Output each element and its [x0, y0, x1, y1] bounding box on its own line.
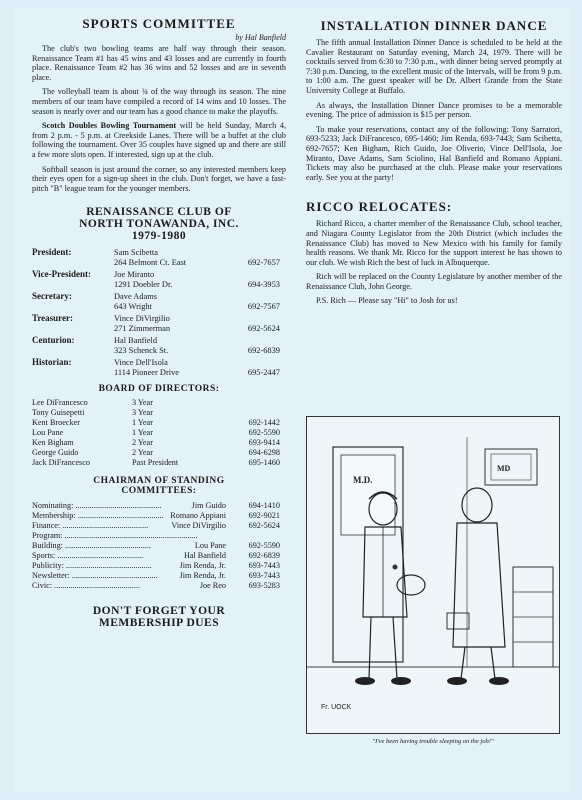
door-sign: M.D.: [353, 475, 373, 485]
committee-row: [32, 561, 286, 571]
board-member-term: 2 Year: [132, 437, 153, 447]
committee-chair: Hal Banfield: [183, 550, 226, 560]
officer-address: 1114 Pioneer Drive: [114, 368, 179, 378]
officer-title: President:: [32, 247, 72, 258]
sports-paragraph-4: Softball season is just around the corner, so any interested members keep their eyes open for a sign-up sheet in the club. Don't forget, we have a fast-pitch "B" league team for the younger members.: [32, 164, 286, 193]
committee-label: Civic: ..........................................: [32, 580, 141, 590]
committee-chair: Joe Reo: [199, 580, 226, 590]
sports-paragraph-2: The volleyball team is about ¾ of the way through its season. The nine members of our team have compiled a record of 14 wins and 10 losses. The season is nearly over and our team has a good chance to make the playoffs.: [32, 87, 286, 116]
officer-row: [32, 336, 286, 358]
officer-row: [32, 270, 286, 292]
club-heading-line3: 1979-1980: [131, 230, 187, 243]
board-member-term: Past President: [132, 457, 179, 467]
committee-phone: 693-7443: [248, 560, 280, 570]
officer-address: 271 Zimmerman: [114, 324, 171, 334]
officer-name: Dave Adams: [114, 292, 158, 302]
board-row: [32, 448, 286, 458]
committee-row: [32, 551, 286, 561]
committee-row: [32, 521, 286, 531]
committee-chair: Romano Appiani: [170, 510, 226, 520]
board-row: [32, 398, 286, 408]
dinner-paragraph-2: As always, the Installation Dinner Dance promises to be a memorable evening. The price of admission is $15 per person.: [306, 100, 562, 120]
committee-row: [32, 541, 286, 551]
board-member-phone: 695-1460: [248, 457, 280, 467]
right-column: [306, 8, 562, 745]
committee-phone: 693-5283: [248, 580, 280, 590]
committee-chair: Lou Pane: [194, 540, 226, 550]
committees-list: [32, 501, 286, 591]
board-row: [32, 408, 286, 418]
officer-name: Sam Scibetta: [114, 248, 158, 258]
officer-title: Centurion:: [32, 335, 75, 346]
board-member-phone: 692-5590: [248, 427, 280, 437]
officer-title: Vice-President:: [32, 269, 91, 280]
committee-row: [32, 581, 286, 591]
board-member-phone: 694-6298: [248, 447, 280, 457]
board-member-name: Jack DiFrancesco: [32, 457, 90, 467]
committee-phone: 692-5590: [248, 540, 280, 550]
officer-phone: 695-2447: [247, 368, 280, 378]
officer-name: Joe Miranto: [114, 270, 155, 280]
doctor-figure: [447, 488, 509, 685]
committee-phone: 693-7443: [248, 570, 280, 580]
officer-title: Treasurer:: [32, 313, 73, 324]
club-heading-line1: RENAISSANCE CLUB OF: [86, 206, 232, 219]
dues-line2: MEMBERSHIP DUES: [98, 616, 220, 629]
officer-phone: 694-3953: [247, 280, 280, 290]
committee-label: Finance: ..........................................: [32, 520, 149, 530]
committee-label: Program: .................................................................: [32, 530, 198, 540]
board-member-phone: 693-9414: [248, 437, 280, 447]
officer-address: 264 Belmont Ct. East: [114, 258, 187, 268]
board-row: [32, 438, 286, 448]
board-member-term: 3 Year: [132, 407, 153, 417]
committee-phone: 692-6839: [248, 550, 280, 560]
board-list: [32, 398, 286, 468]
cartoon-illustration: [306, 416, 560, 734]
board-row: [32, 458, 286, 468]
dues-reminder: [32, 605, 286, 629]
committee-label: Nominating: ..........................................: [32, 500, 162, 510]
committee-label: Building: ..........................................: [32, 540, 151, 550]
dinner-title: INSTALLATION DINNER DANCE: [320, 18, 548, 33]
club-heading: [32, 206, 286, 242]
committee-row: [32, 531, 286, 541]
committee-label: Publicity: ..........................................: [32, 560, 152, 570]
ricco-paragraph-3: P.S. Rich — Please say "Hi" to Josh for us!: [316, 296, 458, 306]
sports-paragraph-1: The club's two bowling teams are half way through their season. Renaissance Team #1 has 45 wins and 43 losses and are currently in fourth place. Renaissance Team #2 has 36 wins and 52 losses and are in seventh place.: [32, 44, 286, 82]
board-member-name: Kent Broecker: [32, 417, 80, 427]
officer-address: 1291 Doebler Dr.: [114, 280, 173, 290]
committee-phone: 692-5624: [248, 520, 280, 530]
committee-row: [32, 501, 286, 511]
officer-phone: 692-5624: [247, 324, 280, 334]
ricco-paragraph-1: Richard Ricco, a charter member of the Renaissance Club, school teacher, and Niagara County Legislator from the 20th District (which includes the Renaissance Club) has moved to New Mexico with his family for family health reasons. We thank Mr. Ricco for the support interest he has shown to our club. We wish Rich the best of luck in Albuquerque.: [306, 219, 562, 267]
board-member-name: Lee DiFrancesco: [32, 397, 88, 407]
officer-name: Vince Dell'Isola: [114, 358, 168, 368]
committee-row: [32, 511, 286, 521]
officer-phone: 692-7567: [247, 302, 280, 312]
newsletter-page: [14, 8, 570, 792]
committee-phone: 694-1410: [248, 500, 280, 510]
board-member-name: Lou Pane: [32, 427, 64, 437]
board-row: [32, 418, 286, 428]
board-row: [32, 428, 286, 438]
hat: [397, 575, 425, 595]
cartoon-caption: "I've been having trouble sleeping on the job!": [372, 738, 494, 745]
wall-sign: MD: [497, 464, 511, 473]
dinner-paragraph-1: The fifth annual Installation Dinner Dance is scheduled to be held at the Cavalier Restaurant on Saturday evening, March 24, 1979. There will be cocktails served from 6:30 to 7:30 p.m., with dinner being served promptly at 7:30 p.m. Dancing, to the excellent music of the Intervals, will be from 9 p.m. to 1:00 a.m. The guest speaker will be Dr. Albert Grande from the State University College at Buffalo.: [306, 38, 562, 95]
committee-phone: 692-9021: [248, 510, 280, 520]
committee-chair: Vince DiVirgilio: [171, 520, 226, 530]
committee-row: [32, 571, 286, 581]
committee-chair: Jim Renda, Jr.: [179, 570, 226, 580]
committee-label: Membership: ..........................................: [32, 510, 164, 520]
officer-title: Secretary:: [32, 291, 72, 302]
board-member-name: George Guido: [32, 447, 79, 457]
board-member-term: 1 Year: [132, 427, 153, 437]
officer-row: [32, 358, 286, 380]
sports-paragraph-3: [32, 121, 286, 159]
board-member-term: 1 Year: [132, 417, 153, 427]
artist-signature: Fr. UOCK: [321, 704, 352, 711]
officer-address: 643 Wright: [114, 302, 152, 312]
officer-title: Historian:: [32, 357, 72, 368]
board-title: BOARD OF DIRECTORS:: [98, 384, 220, 395]
committee-chair: Jim Renda, Jr.: [179, 560, 226, 570]
committee-label: Sports: ..........................................: [32, 550, 144, 560]
officer-row: [32, 292, 286, 314]
board-member-term: 3 Year: [132, 397, 153, 407]
scotch-doubles-heading: Scotch Doubles Bowling Tournament: [42, 121, 177, 131]
committee-label: Newsletter: ..........................................: [32, 570, 158, 580]
scotch-doubles-text: will be held Sunday, March 4, from 2 p.m. - 5 p.m. at Creekside Lanes. There will be a buffet at the club following the tournament. Over 35 couples have signed up and there are still a few more slots open. If interested, sign up at the club.: [32, 121, 286, 159]
committees-title-line1: CHAIRMAN OF STANDING: [93, 475, 225, 486]
ricco-paragraph-2: Rich will be replaced on the County Legislature by another member of the Renaissance Club, John George.: [306, 272, 562, 291]
officer-phone: 692-6839: [247, 346, 280, 356]
club-heading-line2: NORTH TONAWANDA, INC.: [79, 218, 239, 231]
officer-row: [32, 314, 286, 336]
left-column: [32, 8, 286, 629]
board-member-name: Ken Bigham: [32, 437, 74, 447]
dues-line1: DON'T FORGET YOUR: [92, 604, 226, 617]
officer-name: Vince DiVirgilio: [114, 314, 170, 324]
committee-chair: Jim Guido: [191, 500, 226, 510]
board-member-name: Tony Guisepetti: [32, 407, 85, 417]
board-member-phone: 692-1442: [248, 417, 280, 427]
officer-address: 323 Schenck St.: [114, 346, 169, 356]
officer-name: Hal Banfield: [114, 336, 158, 346]
officers-list: [32, 248, 286, 380]
cartoon-drawing: [307, 417, 559, 733]
board-member-term: 2 Year: [132, 447, 153, 457]
officer-phone: 692-7657: [247, 258, 280, 268]
officer-row: [32, 248, 286, 270]
sports-title: SPORTS COMMITTEE: [82, 16, 236, 31]
dinner-paragraph-3: To make your reservations, contact any of the following: Tony Sarratori, 693-5233; Jack DiFrancesco, 695-1460; Jim Renda, 693-7443; Sam Scibetta, 692-7657; Ken Bigham, Rich Guido, Joe Oliverio, Vince Dell'Isola, Joe Miranto, Dave Adams, Sam Sciolino, Hal Banfield and Romano Appiani. Tickets may also be purchased at the club. Please make your reservations early. See you at the party!: [306, 124, 562, 182]
committees-title-line2: COMMITTEES:: [121, 486, 197, 497]
ricco-title: RICCO RELOCATES:: [306, 199, 453, 215]
sports-byline: by Hal Banfield: [235, 33, 286, 42]
